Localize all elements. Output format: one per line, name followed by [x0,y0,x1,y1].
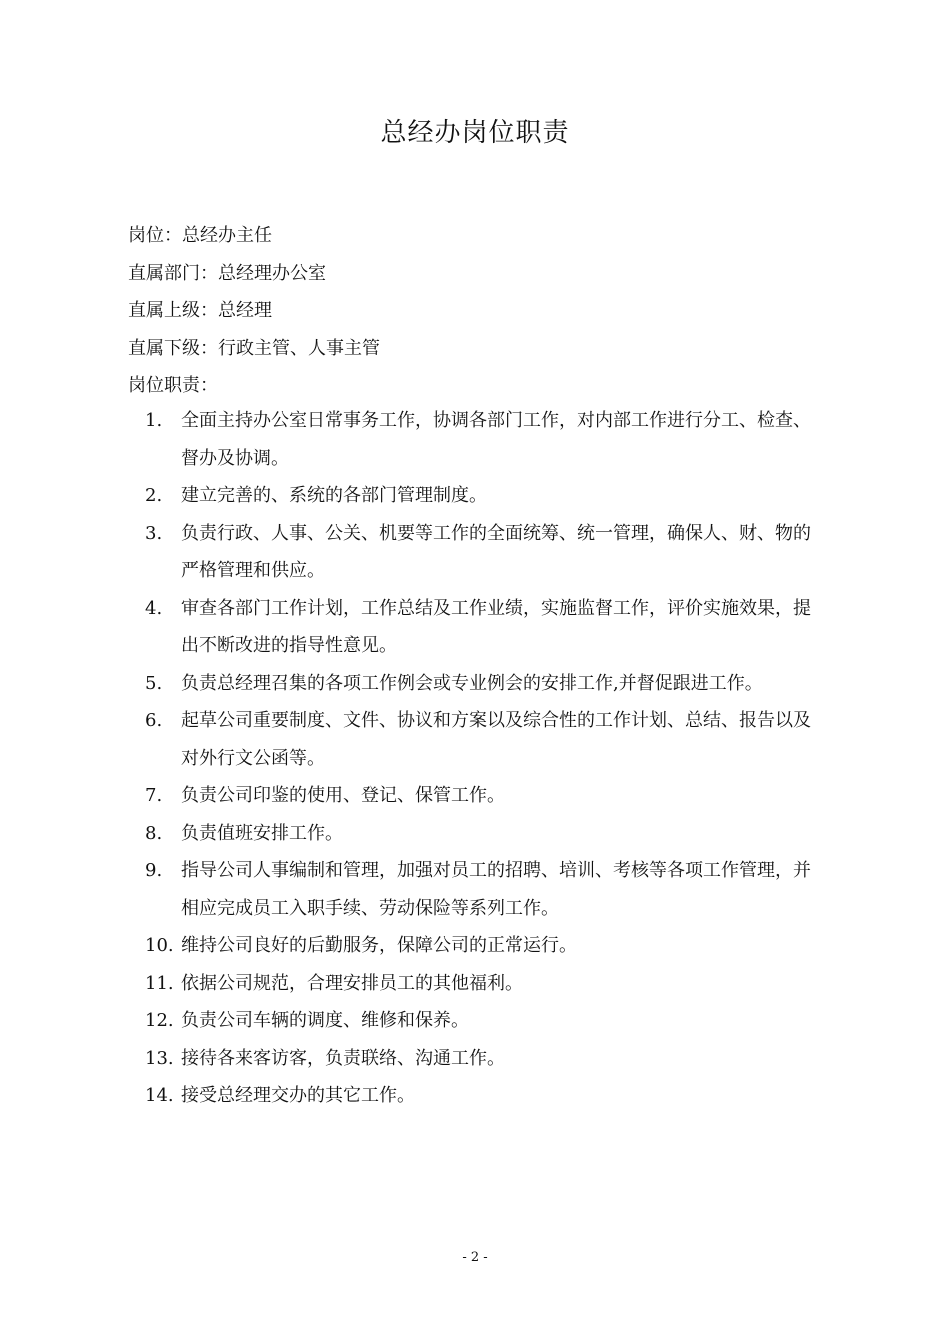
list-item [128,702,828,777]
list-item-number: 2. [145,485,163,506]
list-item-number: 11. [145,972,174,994]
position-info [128,217,828,405]
list-item-text: 起草公司重要制度、文件、协议和方案以及综合性的工作计划、总结、报告以及对外行文公函等。 [181,710,811,769]
list-item [128,477,828,515]
list-item-number: 14. [145,1085,174,1106]
list-item-text: 建立完善的、系统的各部门管理制度。 [181,485,487,506]
list-item-number: 6. [145,710,163,731]
list-item-text: 接待各来客访客，负责联络、沟通工作。 [181,1047,505,1069]
list-item-text: 负责公司印鉴的使用、登记、保管工作。 [181,785,505,806]
list-item-number: 4. [145,597,163,619]
list-item-text: 审查各部门工作计划，工作总结及工作业绩，实施监督工作，评价实施效果，提出不断改进的指导性意见。 [181,597,811,656]
superior-line: 直属上级：总经理 [128,300,272,321]
duties-heading: 岗位职责： [128,375,218,396]
list-item-text: 负责值班安排工作。 [181,822,343,844]
list-item [128,1002,828,1040]
list-item-number: 5. [145,672,163,694]
list-item-text: 全面主持办公室日常事务工作，协调各部门工作，对内部工作进行分工、检查、督办及协调。 [181,410,811,469]
list-item-number: 12. [145,1010,174,1031]
list-item [128,665,828,703]
list-item-text: 依据公司规范，合理安排员工的其他福利。 [181,972,523,994]
list-item-number: 8. [145,822,163,844]
list-item-number: 3. [145,522,163,544]
list-item-number: 7. [145,785,163,806]
list-item [128,515,828,590]
page-number: - 2 - [462,1250,488,1265]
list-item-number: 1. [145,410,163,431]
list-item-text: 负责行政、人事、公关、机要等工作的全面统筹、统一管理，确保人、财、物的严格管理和供应。 [181,522,811,581]
list-item [128,815,828,853]
list-item [128,965,828,1003]
list-item [128,927,828,965]
list-item [128,402,828,477]
list-item-number: 13. [145,1047,174,1069]
list-item [128,852,828,927]
list-item [128,590,828,665]
subordinate-line: 直属下级：行政主管、人事主管 [128,337,380,359]
list-item-number: 10. [145,935,174,956]
list-item [128,777,828,815]
department-line: 直属部门：总经理办公室 [128,262,326,284]
list-item-text: 负责公司车辆的调度、维修和保养。 [181,1010,469,1031]
list-item [128,1077,828,1115]
list-item-text: 负责总经理召集的各项工作例会或专业例会的安排工作,并督促跟进工作。 [181,672,763,694]
list-item-text: 维持公司良好的后勤服务，保障公司的正常运行。 [181,935,577,956]
list-item-number: 9. [145,860,163,881]
list-item-text: 指导公司人事编制和管理，加强对员工的招聘、培训、考核等各项工作管理，并相应完成员工入职手续、劳动保险等系列工作。 [181,860,811,919]
duties-list [128,402,828,1115]
page-title: 总经办岗位职责 [380,118,570,148]
position-line: 岗位：总经办主任 [128,225,272,246]
list-item [128,1040,828,1078]
list-item-text: 接受总经理交办的其它工作。 [181,1085,415,1106]
